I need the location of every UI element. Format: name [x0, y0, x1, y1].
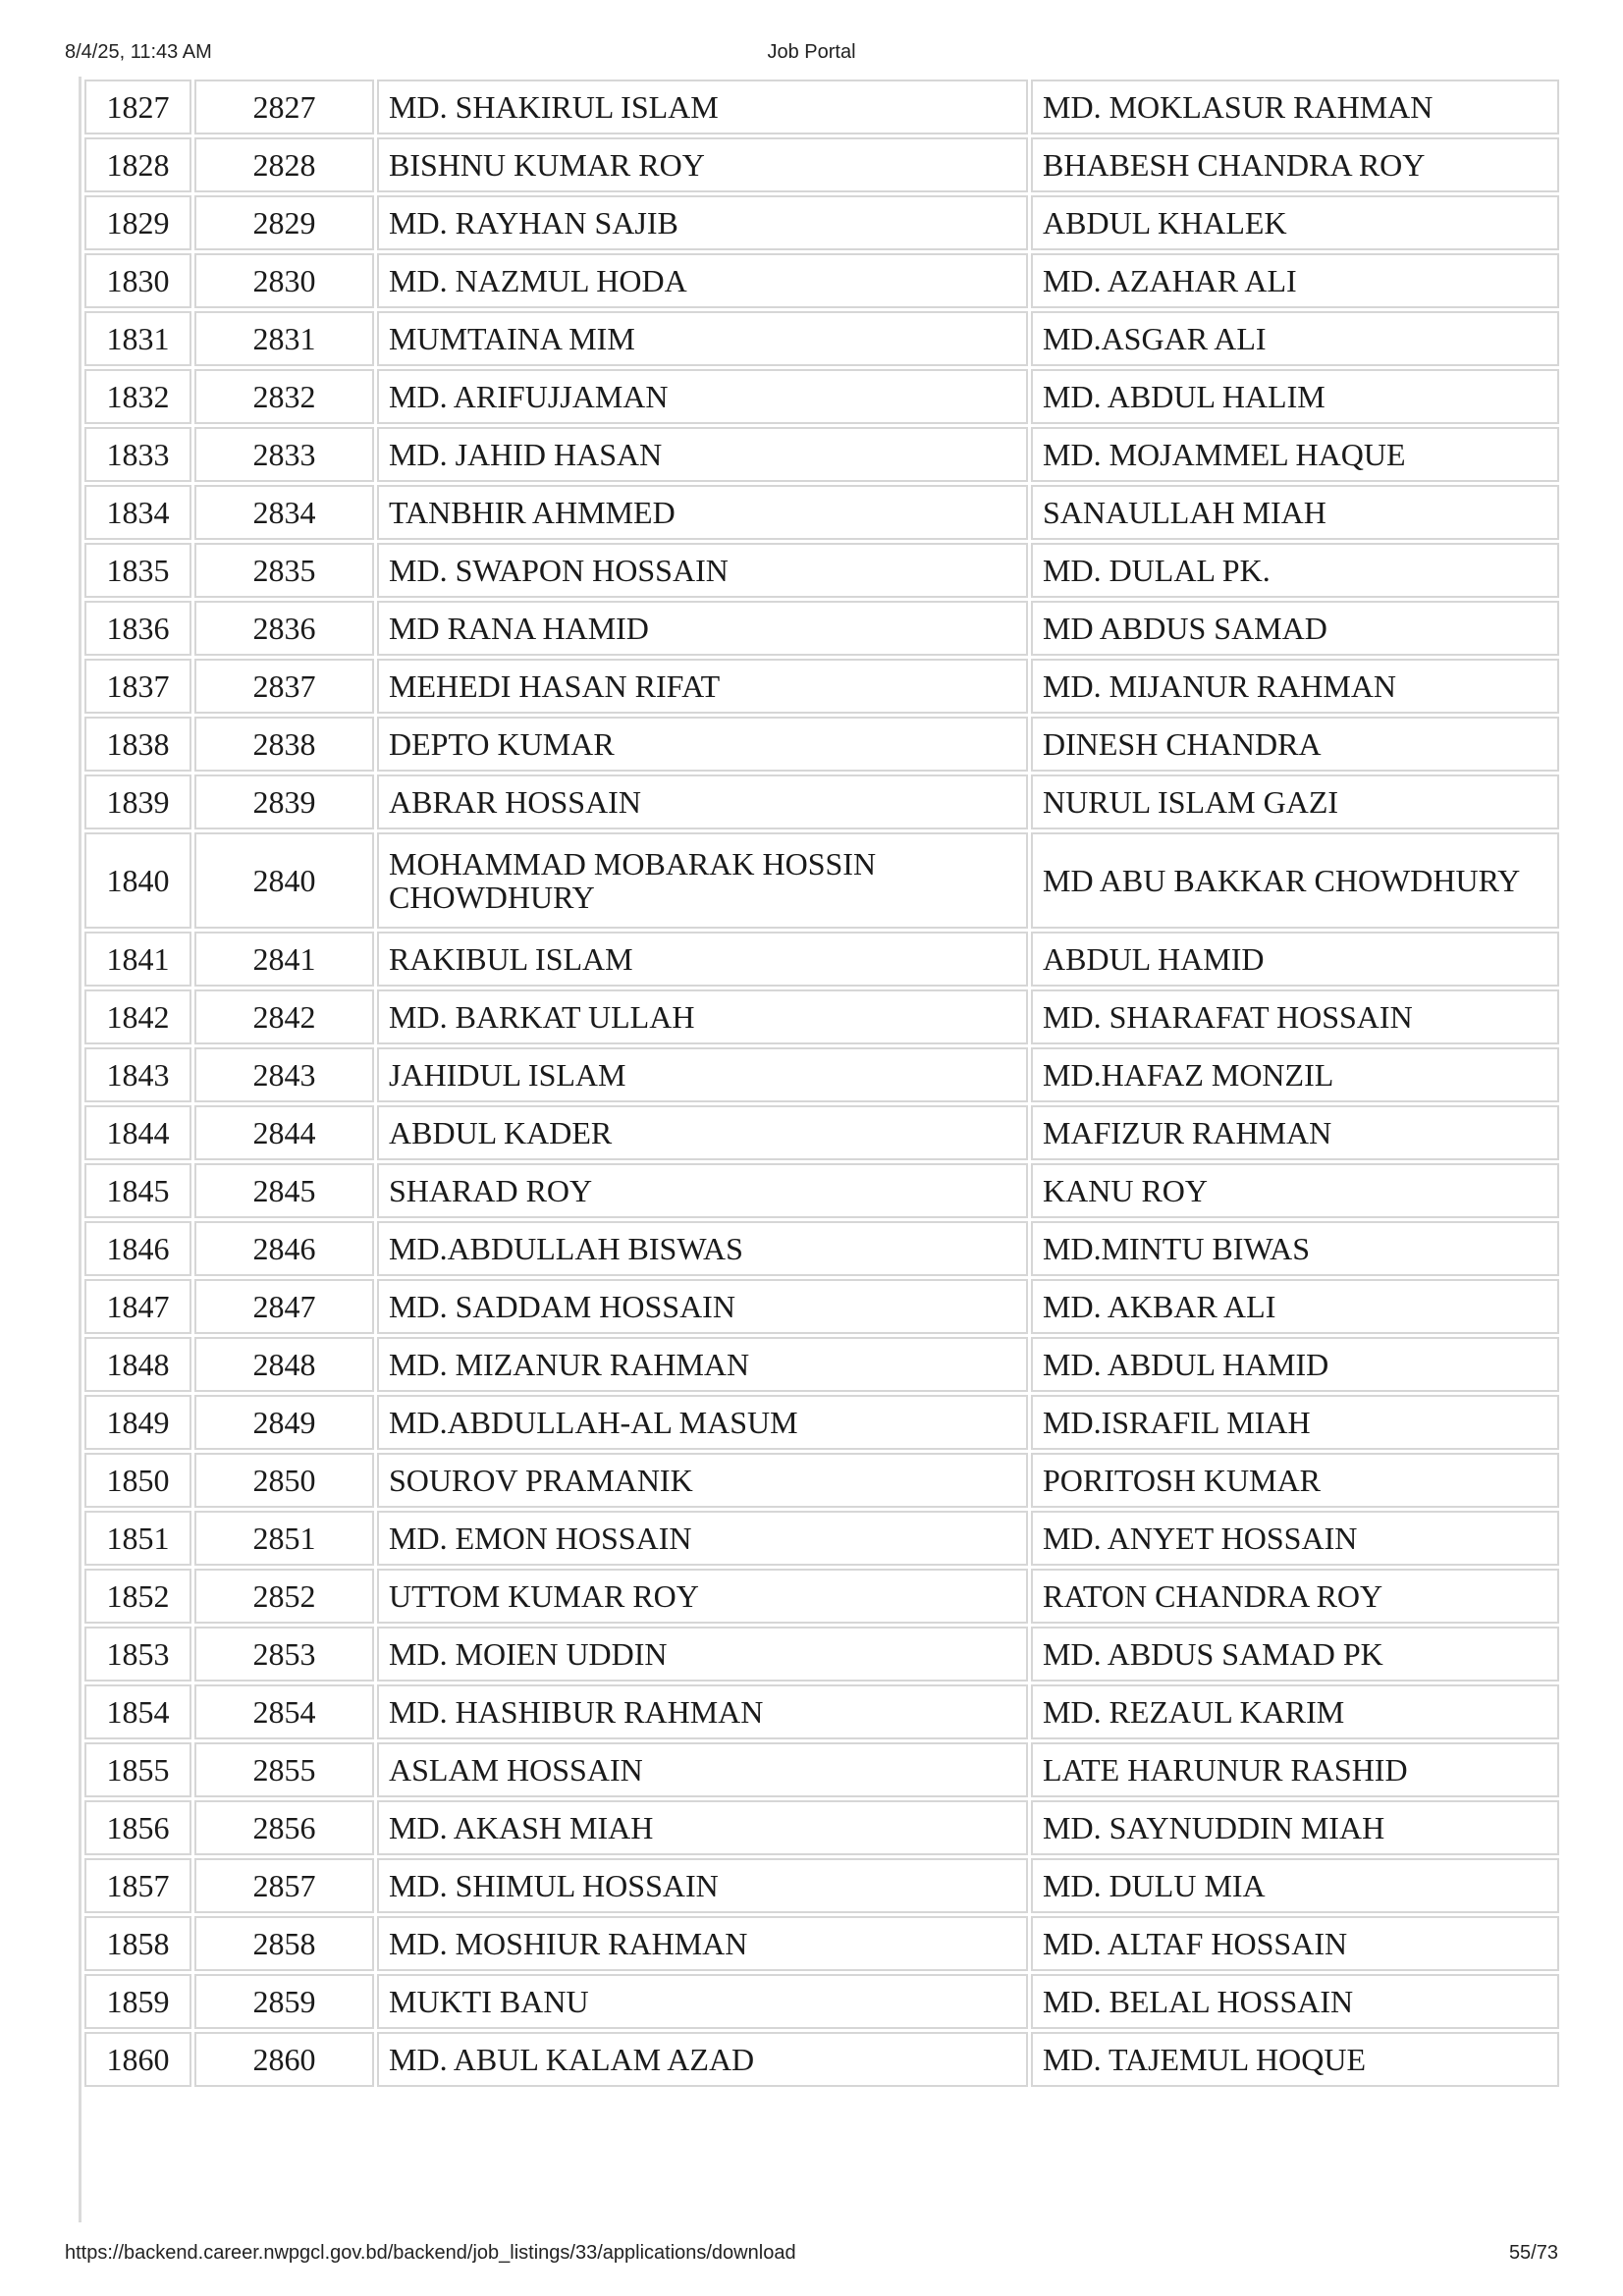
serial-cell: 1842	[84, 989, 191, 1044]
father-name-cell: MD ABDUS SAMAD	[1031, 601, 1559, 656]
serial-cell: 1834	[84, 485, 191, 540]
print-footer	[0, 2242, 1623, 2269]
applicant-name-cell: MD. SWAPON HOSSAIN	[377, 543, 1028, 598]
table-row	[84, 1337, 1559, 1392]
father-name-cell: BHABESH CHANDRA ROY	[1031, 137, 1559, 192]
serial-cell: 1858	[84, 1916, 191, 1971]
applicant-name-cell: SHARAD ROY	[377, 1163, 1028, 1218]
table-row	[84, 1221, 1559, 1276]
applicant-name-cell: MD. JAHID HASAN	[377, 427, 1028, 482]
father-name-cell: MD. SAYNUDDIN MIAH	[1031, 1800, 1559, 1855]
table-row	[84, 1279, 1559, 1334]
table-row	[84, 137, 1559, 192]
table-row	[84, 427, 1559, 482]
applicant-name-cell: MD. AKASH MIAH	[377, 1800, 1028, 1855]
table-row	[84, 1742, 1559, 1797]
applicant-name-cell: DEPTO KUMAR	[377, 717, 1028, 772]
serial-cell: 1851	[84, 1511, 191, 1566]
roll-cell: 2857	[194, 1858, 374, 1913]
applicant-name-cell: MD. SHIMUL HOSSAIN	[377, 1858, 1028, 1913]
table-row	[84, 1858, 1559, 1913]
roll-cell: 2853	[194, 1627, 374, 1682]
table-row	[84, 932, 1559, 987]
serial-cell: 1837	[84, 659, 191, 714]
roll-cell: 2835	[194, 543, 374, 598]
applicant-name-cell: MD. HASHIBUR RAHMAN	[377, 1684, 1028, 1739]
applicant-name-cell: MEHEDI HASAN RIFAT	[377, 659, 1028, 714]
roll-cell: 2843	[194, 1047, 374, 1102]
father-name-cell: MAFIZUR RAHMAN	[1031, 1105, 1559, 1160]
applicant-name-cell: TANBHIR AHMMED	[377, 485, 1028, 540]
roll-cell: 2854	[194, 1684, 374, 1739]
serial-cell: 1849	[84, 1395, 191, 1450]
applicants-table	[81, 77, 1562, 2090]
father-name-cell: MD. AKBAR ALI	[1031, 1279, 1559, 1334]
roll-cell: 2834	[194, 485, 374, 540]
roll-cell: 2859	[194, 1974, 374, 2029]
table-row	[84, 1684, 1559, 1739]
applicant-name-cell: MUMTAINA MIM	[377, 311, 1028, 366]
roll-cell: 2851	[194, 1511, 374, 1566]
applicant-name-cell: MOHAMMAD MOBARAK HOSSIN CHOWDHURY	[377, 832, 1028, 929]
table-row	[84, 1800, 1559, 1855]
applicants-table-container	[79, 77, 1557, 2222]
father-name-cell: MD. BELAL HOSSAIN	[1031, 1974, 1559, 2029]
serial-cell: 1860	[84, 2032, 191, 2087]
serial-cell: 1838	[84, 717, 191, 772]
table-row	[84, 601, 1559, 656]
roll-cell: 2845	[194, 1163, 374, 1218]
serial-cell: 1835	[84, 543, 191, 598]
table-row	[84, 832, 1559, 929]
serial-cell: 1853	[84, 1627, 191, 1682]
father-name-cell: MD. DULAL PK.	[1031, 543, 1559, 598]
father-name-cell: MD.HAFAZ MONZIL	[1031, 1047, 1559, 1102]
roll-cell: 2836	[194, 601, 374, 656]
serial-cell: 1839	[84, 774, 191, 829]
applicant-name-cell: MD. NAZMUL HODA	[377, 253, 1028, 308]
serial-cell: 1829	[84, 195, 191, 250]
table-row	[84, 2032, 1559, 2087]
father-name-cell: MD. ABDUL HALIM	[1031, 369, 1559, 424]
table-body	[84, 80, 1559, 2087]
serial-cell: 1854	[84, 1684, 191, 1739]
roll-cell: 2837	[194, 659, 374, 714]
father-name-cell: MD. MIJANUR RAHMAN	[1031, 659, 1559, 714]
father-name-cell: MD. REZAUL KARIM	[1031, 1684, 1559, 1739]
roll-cell: 2838	[194, 717, 374, 772]
page-number: 55/73	[1508, 2242, 1558, 2264]
father-name-cell: MD. ALTAF HOSSAIN	[1031, 1916, 1559, 1971]
table-row	[84, 1395, 1559, 1450]
applicant-name-cell: ABDUL KADER	[377, 1105, 1028, 1160]
serial-cell: 1845	[84, 1163, 191, 1218]
serial-cell: 1830	[84, 253, 191, 308]
table-row	[84, 659, 1559, 714]
father-name-cell: ABDUL KHALEK	[1031, 195, 1559, 250]
serial-cell: 1827	[84, 80, 191, 134]
roll-cell: 2847	[194, 1279, 374, 1334]
applicant-name-cell: BISHNU KUMAR ROY	[377, 137, 1028, 192]
serial-cell: 1859	[84, 1974, 191, 2029]
applicant-name-cell: MD. MIZANUR RAHMAN	[377, 1337, 1028, 1392]
table-row	[84, 1105, 1559, 1160]
father-name-cell: MD. AZAHAR ALI	[1031, 253, 1559, 308]
table-row	[84, 989, 1559, 1044]
father-name-cell: MD. MOKLASUR RAHMAN	[1031, 80, 1559, 134]
roll-cell: 2830	[194, 253, 374, 308]
serial-cell: 1840	[84, 832, 191, 929]
applicant-name-cell: MUKTI BANU	[377, 1974, 1028, 2029]
applicant-name-cell: ABRAR HOSSAIN	[377, 774, 1028, 829]
table-row	[84, 1974, 1559, 2029]
serial-cell: 1855	[84, 1742, 191, 1797]
roll-cell: 2841	[194, 932, 374, 987]
applicant-name-cell: SOUROV PRAMANIK	[377, 1453, 1028, 1508]
table-row	[84, 1047, 1559, 1102]
table-row	[84, 485, 1559, 540]
serial-cell: 1856	[84, 1800, 191, 1855]
roll-cell: 2842	[194, 989, 374, 1044]
roll-cell: 2839	[194, 774, 374, 829]
roll-cell: 2856	[194, 1800, 374, 1855]
roll-cell: 2848	[194, 1337, 374, 1392]
page-title: Job Portal	[767, 41, 856, 63]
table-row	[84, 1916, 1559, 1971]
table-row	[84, 1163, 1559, 1218]
roll-cell: 2850	[194, 1453, 374, 1508]
roll-cell: 2858	[194, 1916, 374, 1971]
applicant-name-cell: MD.ABDULLAH BISWAS	[377, 1221, 1028, 1276]
roll-cell: 2849	[194, 1395, 374, 1450]
table-row	[84, 543, 1559, 598]
applicant-name-cell: MD. SHAKIRUL ISLAM	[377, 80, 1028, 134]
applicant-name-cell: MD. EMON HOSSAIN	[377, 1511, 1028, 1566]
father-name-cell: MD.ISRAFIL MIAH	[1031, 1395, 1559, 1450]
table-row	[84, 1511, 1559, 1566]
roll-cell: 2831	[194, 311, 374, 366]
roll-cell: 2860	[194, 2032, 374, 2087]
table-row	[84, 253, 1559, 308]
applicant-name-cell: MD. RAYHAN SAJIB	[377, 195, 1028, 250]
serial-cell: 1828	[84, 137, 191, 192]
print-header	[0, 41, 1623, 69]
table-row	[84, 774, 1559, 829]
father-name-cell: MD. DULU MIA	[1031, 1858, 1559, 1913]
applicant-name-cell: MD. BARKAT ULLAH	[377, 989, 1028, 1044]
serial-cell: 1857	[84, 1858, 191, 1913]
roll-cell: 2829	[194, 195, 374, 250]
serial-cell: 1841	[84, 932, 191, 987]
roll-cell: 2827	[194, 80, 374, 134]
father-name-cell: ABDUL HAMID	[1031, 932, 1559, 987]
serial-cell: 1833	[84, 427, 191, 482]
serial-cell: 1848	[84, 1337, 191, 1392]
applicant-name-cell: UTTOM KUMAR ROY	[377, 1569, 1028, 1624]
applicant-name-cell: MD.ABDULLAH-AL MASUM	[377, 1395, 1028, 1450]
table-row	[84, 717, 1559, 772]
serial-cell: 1836	[84, 601, 191, 656]
table-row	[84, 311, 1559, 366]
applicant-name-cell: MD. MOIEN UDDIN	[377, 1627, 1028, 1682]
father-name-cell: SANAULLAH MIAH	[1031, 485, 1559, 540]
father-name-cell: MD.MINTU BIWAS	[1031, 1221, 1559, 1276]
print-datetime: 8/4/25, 11:43 AM	[65, 41, 212, 63]
table-row	[84, 1627, 1559, 1682]
father-name-cell: NURUL ISLAM GAZI	[1031, 774, 1559, 829]
father-name-cell: MD ABU BAKKAR CHOWDHURY	[1031, 832, 1559, 929]
applicant-name-cell: RAKIBUL ISLAM	[377, 932, 1028, 987]
applicant-name-cell: MD. MOSHIUR RAHMAN	[377, 1916, 1028, 1971]
father-name-cell: MD. ABDUL HAMID	[1031, 1337, 1559, 1392]
page-url: https://backend.career.nwpgcl.gov.bd/backend/job_listings/33/applications/download	[65, 2242, 796, 2264]
table-row	[84, 80, 1559, 134]
father-name-cell: MD. ABDUS SAMAD PK	[1031, 1627, 1559, 1682]
roll-cell: 2846	[194, 1221, 374, 1276]
serial-cell: 1846	[84, 1221, 191, 1276]
father-name-cell: KANU ROY	[1031, 1163, 1559, 1218]
father-name-cell: MD.ASGAR ALI	[1031, 311, 1559, 366]
roll-cell: 2832	[194, 369, 374, 424]
father-name-cell: MD. TAJEMUL HOQUE	[1031, 2032, 1559, 2087]
serial-cell: 1831	[84, 311, 191, 366]
table-row	[84, 369, 1559, 424]
serial-cell: 1832	[84, 369, 191, 424]
father-name-cell: MD. ANYET HOSSAIN	[1031, 1511, 1559, 1566]
roll-cell: 2840	[194, 832, 374, 929]
father-name-cell: RATON CHANDRA ROY	[1031, 1569, 1559, 1624]
roll-cell: 2828	[194, 137, 374, 192]
father-name-cell: MD. SHARAFAT HOSSAIN	[1031, 989, 1559, 1044]
roll-cell: 2852	[194, 1569, 374, 1624]
serial-cell: 1852	[84, 1569, 191, 1624]
roll-cell: 2855	[194, 1742, 374, 1797]
father-name-cell: MD. MOJAMMEL HAQUE	[1031, 427, 1559, 482]
serial-cell: 1843	[84, 1047, 191, 1102]
roll-cell: 2833	[194, 427, 374, 482]
applicant-name-cell: MD. ABUL KALAM AZAD	[377, 2032, 1028, 2087]
roll-cell: 2844	[194, 1105, 374, 1160]
table-row	[84, 195, 1559, 250]
father-name-cell: PORITOSH KUMAR	[1031, 1453, 1559, 1508]
father-name-cell: DINESH CHANDRA	[1031, 717, 1559, 772]
applicant-name-cell: MD. SADDAM HOSSAIN	[377, 1279, 1028, 1334]
applicant-name-cell: MD RANA HAMID	[377, 601, 1028, 656]
applicant-name-cell: ASLAM HOSSAIN	[377, 1742, 1028, 1797]
serial-cell: 1847	[84, 1279, 191, 1334]
applicant-name-cell: JAHIDUL ISLAM	[377, 1047, 1028, 1102]
serial-cell: 1844	[84, 1105, 191, 1160]
father-name-cell: LATE HARUNUR RASHID	[1031, 1742, 1559, 1797]
table-row	[84, 1453, 1559, 1508]
applicant-name-cell: MD. ARIFUJJAMAN	[377, 369, 1028, 424]
table-row	[84, 1569, 1559, 1624]
serial-cell: 1850	[84, 1453, 191, 1508]
